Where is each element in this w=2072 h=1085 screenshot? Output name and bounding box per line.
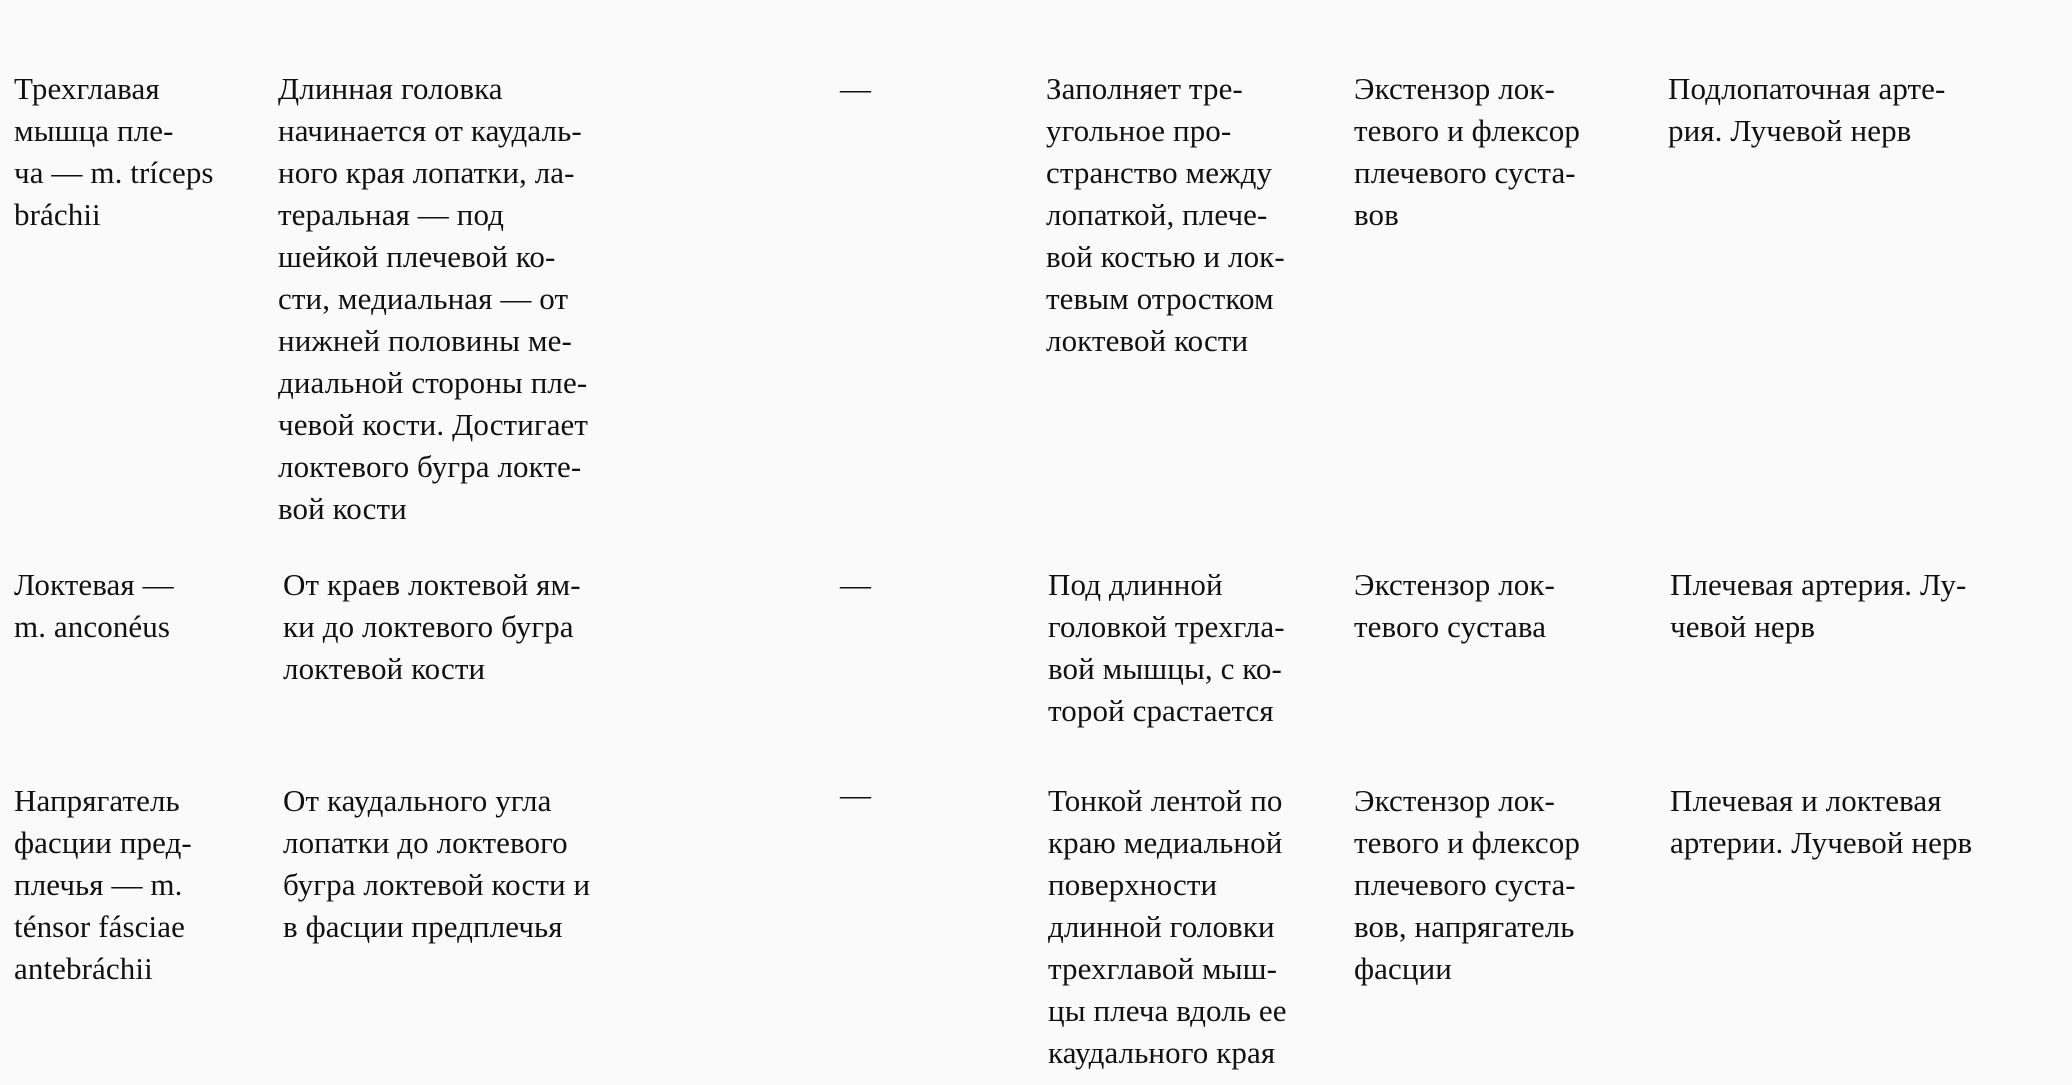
function-cell: Экстензор лок- тевого и флексор плечевого суста- вов, напрягатель фасции [1354, 783, 1580, 986]
muscle-name-cell: Локтевая — m. anconéus [14, 567, 174, 644]
origin-insertion-cell: От краев локтевой ям- ки до локтевого бугра локтевой кости [283, 567, 581, 686]
supply-cell: Плечевая артерия. Лу- чевой нерв [1670, 567, 1967, 644]
position-cell: Под длинной головкой трехгла- вой мышцы, с ко- торой срастается [1048, 567, 1285, 728]
supply-cell: Плечевая и локтевая артерии. Лучевой нерв [1670, 783, 1973, 860]
position-cell: Тонкой лентой по краю медиальной поверхности длинной головки трехглавой мыш- цы плеча вдоль ее каудального края [1048, 783, 1287, 1070]
origin-insertion-cell: От каудального угла лопатки до локтевого бугра локтевой кости и в фасции предплечья [283, 783, 591, 944]
position-cell: Заполняет тре- угольное про- странство между лопаткой, плече- вой костью и лок- тевым отростком локтевой кости [1046, 71, 1285, 358]
function-cell: Экстензор лок- тевого сустава [1354, 567, 1555, 644]
empty-column-dash: — [840, 71, 872, 106]
empty-column-dash: — [840, 567, 872, 602]
muscle-name-cell: Трехглавая мышца пле- ча — m. tríceps bráchii [14, 71, 214, 232]
supply-cell: Подлопаточная арте- рия. Лучевой нерв [1668, 71, 1946, 148]
origin-insertion-cell: Длинная головка начинается от каудаль- ного края лопатки, ла- теральная — под шейкой плечевой ко- сти, медиальная — от нижней половины ме- диальной стороны пле- чевой кости. Достигает локтевого бугра локте- вой кости [278, 71, 589, 526]
muscle-name-cell: Напрягатель фасции пред- плечья — m. ténsor fásciae antebráchii [14, 783, 192, 986]
empty-column-dash: — [840, 777, 872, 812]
function-cell: Экстензор лок- тевого и флексор плечевого суста- вов [1354, 71, 1580, 232]
